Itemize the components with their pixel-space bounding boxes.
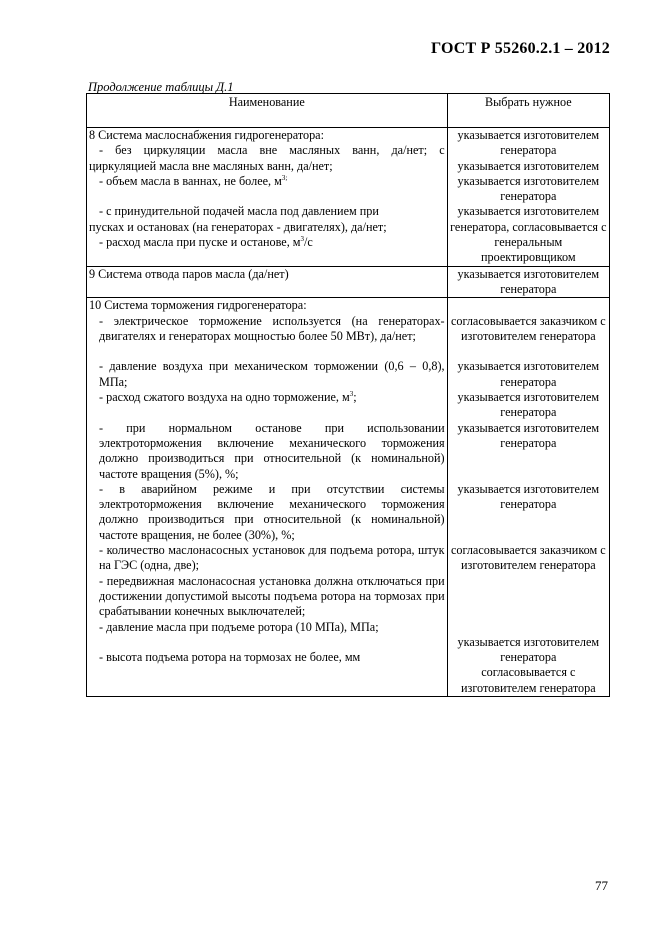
row-8-item-1-line-1: - без циркуляции масла вне масляных ванн, да/нет; с: [99, 143, 445, 158]
table-continuation-caption: Продолжение таблицы Д.1: [88, 80, 234, 94]
row-10-item-5: - в аварийном режиме и при отсутствии системы электроторможения включение механического торможения должно производиться при относительной (к номинальной) частоте вращения, не более (30%), %;: [99, 481, 445, 542]
specification-table: [86, 93, 610, 697]
row-10-value-8: указывается изготовителем генератора: [457, 634, 600, 665]
row-10-choose-cell: [447, 298, 609, 697]
row-10-value-3: указывается изготовителем генератора: [457, 390, 600, 420]
row-10-value-5: указывается изготовителем генератора: [457, 481, 600, 512]
row-8-value-4: указывается изготовителем генератора, согласовывается с генеральным проектировщиком: [450, 204, 607, 265]
row-10-value-1: согласовывается заказчиком с изготовителем генератора: [450, 313, 606, 343]
row-10-item-2: - давление воздуха при механическом торможении (0,6 – 0,8), МПа;: [99, 359, 445, 389]
row-10-value-6: согласовывается заказчиком с изготовителем генератора: [450, 543, 606, 573]
row-9-name-cell: 9 Система отвода паров масла (да/нет): [87, 266, 448, 298]
row-10-item-9: - высота подъема ротора на тормозах не более, мм: [99, 650, 361, 665]
row-8-item-2: - объем масла в ваннах, не более, $м^{3;}$: [99, 173, 288, 188]
row-10-item-8: - давление масла при подъеме ротора (10 МПа), МПа;: [99, 619, 379, 634]
row-10-item-1: - электрическое торможение используется (на генераторах-двигателях и генераторах мощностью более 50 МВт), да/нет;: [99, 313, 445, 343]
row-10-item-4: - при нормальном останове при использовании электроторможения включение механического торможения должно производиться при относительной (к номинальной) частоте вращения (5%), %;: [99, 420, 445, 481]
row-10-item-6: - количество маслонасосных установок для подъема ротора, штук на ГЭС (одна, две);: [99, 543, 445, 573]
row-10-value-9: согласовывается с изготовителем генератора: [460, 665, 596, 695]
table-row: [87, 128, 610, 267]
row-10-name-cell: [87, 298, 448, 697]
row-8-choose-cell: [447, 128, 609, 267]
row-8-value-1: указывается изготовителем генератора: [457, 128, 600, 158]
column-header-name: Наименование: [87, 94, 448, 128]
column-header-choose: Выбрать нужное: [447, 94, 609, 128]
row-8-value-2: указывается изготовителем: [457, 158, 600, 173]
row-8-value-3: указывается изготовителем генератора: [457, 173, 600, 204]
row-8-item-4: - расход масла при пуске и останове, $м^3/с$: [99, 235, 313, 250]
document-header: ГОСТ Р 55260.2.1 – 2012: [430, 40, 610, 57]
table-header-row: [87, 94, 610, 128]
row-10-value-2: указывается изготовителем генератора: [457, 359, 600, 389]
table-row: [87, 298, 610, 697]
row-10-item-7: - передвижная маслонасосная установка должна отключаться при достижении допустимой высоты подъема ротора на тормозах при срабатывании конечных выключателей;: [99, 573, 445, 619]
row-9-choose-cell: указывается изготовителем генератора: [447, 266, 609, 298]
row-8-item-1-line-2: циркуляцией масла вне масляных ванн, да/нет;: [89, 158, 333, 173]
table-row: [87, 266, 610, 298]
row-8-item-3-line-2: пусках и остановах (на генераторах - двигателях), да/нет;: [89, 219, 387, 234]
row-8-name-cell: [87, 128, 448, 267]
row-10-value-4: указывается изготовителем генератора: [457, 420, 600, 450]
row-10-item-3: - расход сжатого воздуха на одно торможение, $м^3$;: [99, 389, 357, 405]
row-8-item-3-line-1: - с принудительной подачей масла под давлением при: [99, 204, 379, 219]
page-number: 77: [595, 878, 608, 893]
row-8-title: 8 Система маслоснабжения гидрогенератора:: [89, 128, 324, 142]
row-10-title: 10 Система торможения гидрогенератора:: [89, 298, 307, 313]
